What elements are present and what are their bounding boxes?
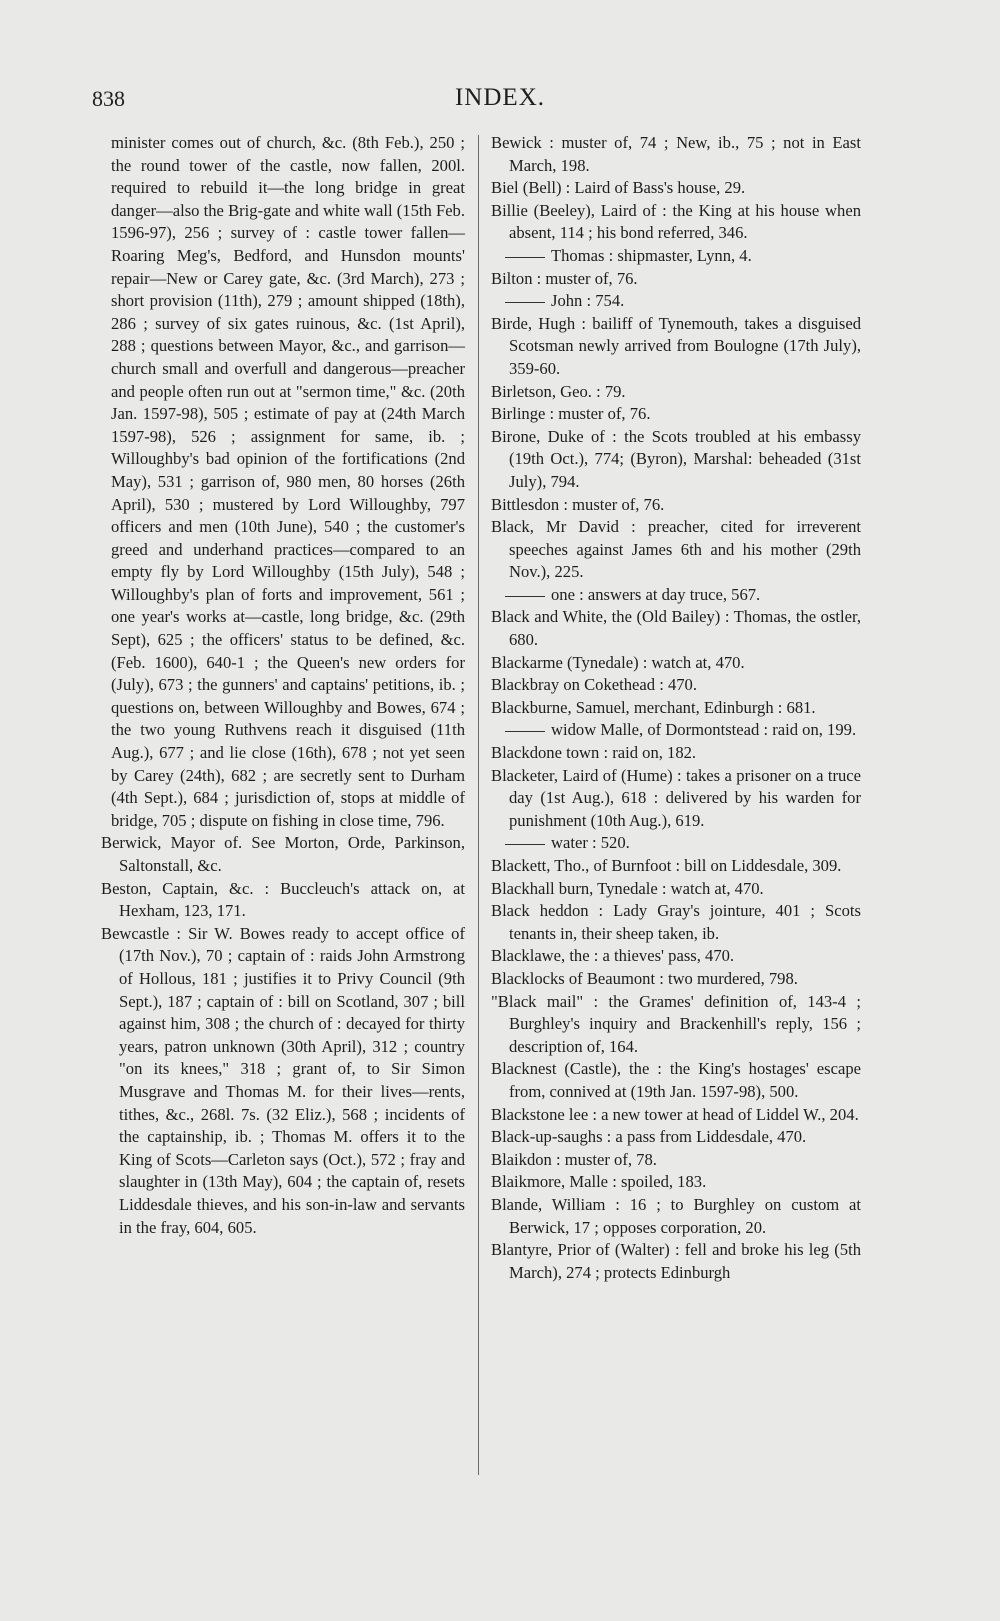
index-subentry — [491, 719, 861, 742]
index-entry: Berwick, Mayor of. See Morton, Orde, Parkinson, Saltonstall, &c. — [101, 833, 465, 875]
index-entry: Blacklawe, the : a thieves' pass, 470. — [491, 946, 735, 966]
subentry-text: water : 520. — [551, 833, 630, 853]
index-subentry — [491, 290, 861, 313]
index-entry: Birde, Hugh : bailiff of Tynemouth, takes a disguised Scotsman newly arrived from Boulogne (17th July), 359-60. — [491, 313, 861, 378]
index-entry: Black heddon : Lady Gray's jointure, 401 ; Scots tenants in, their sheep taken, ib. — [491, 901, 861, 943]
index-subentry — [491, 245, 861, 268]
index-entry: Birlinge : muster of, 76. — [491, 404, 651, 424]
index-entry: Billie (Beeley), Laird of : the King at his house when absent, 114 ; his bond referred, 346. — [491, 200, 861, 243]
index-entry: Blackdone town : raid on, 182. — [491, 743, 697, 763]
index-entry: Bewick : muster of, 74 ; New, ib., 75 ; not in East March, 198. — [491, 133, 861, 175]
index-entry: Blackbray on Cokethead : 470. — [491, 675, 697, 695]
index-entry: Blackstone lee : a new tower at head of Liddel W., 204. — [491, 1104, 859, 1124]
index-subentry — [491, 584, 861, 607]
index-entry: Blackarme (Tynedale) : watch at, 470. — [491, 652, 745, 672]
dash-rule — [505, 302, 545, 303]
index-entry: Black-up-saughs : a pass from Liddesdale, 470. — [491, 1127, 807, 1147]
index-entry: Bittlesdon : muster of, 76. — [491, 494, 665, 514]
index-entry-continued: minister comes out of church, &c. (8th Feb.), 250 ; the round tower of the castle, now fallen, 200l. required to rebuild it—the long bridge in great danger—also the Brig-gate and white wall (15th Feb. 1596-97), 256 ; survey of : castle tower fallen—Roaring Meg's, Bedford, and Hunsdon mounts' repair—New or Carey gate, &c. (3rd March), 273 ; short provision (11th), 279 ; amount shipped (18th), 286 ; survey of six gates ruinous, &c. (1st April), 288 ; questions between Mayor, &c., and garrison—church small and overfull and dangerous—preacher and people often run out at "sermon time," &c. (20th Jan. 1597-98), 505 ; estimate of pay at (24th March 1597-98), 526 ; assignment for same, ib. ; Willoughby's bad opinion of the fortifications (2nd May), 531 ; garrison of, 980 men, 80 horses (26th April), 530 ; mustered by Lord Willoughby, 797 officers and men (10th June), 540 ; the customer's greed and underhand practices—compared to an empty fly by Lord Willoughby (15th July), 548 ; Willoughby's plan of forts and improvement, 561 ; one year's works at—castle, long bridge, &c. (29th Sept), 625 ; the officers' status to be defined, &c. (Feb. 1600), 640-1 ; the Queen's new orders for (July), 673 ; the gunners' and captains' petitions, ib. ; questions on, between Willoughby and Bowes, 674 ; the two young Ruthvens reach it disguised (11th Aug.), 677 ; and lie close (16th), 678 ; not yet seen by Carey (24th), 682 ; are secretly sent to Durham (4th Sept.), 684 ; jurisdiction of, stops at middle of bridge, 705 ; dispute on fishing in close time, 796. — [111, 133, 465, 830]
index-entry: Bilton : muster of, 76. — [491, 268, 638, 288]
running-head: INDEX. — [454, 84, 545, 111]
index-entry: Blacketer, Laird of (Hume) : takes a prisoner on a truce day (1st Aug.), 618 : delivered by his warden for punishment (10th Aug.), 619. — [491, 765, 861, 830]
index-entry: Blackburne, Samuel, merchant, Edinburgh : 681. — [491, 697, 816, 717]
dash-rule — [505, 731, 545, 732]
index-entry: Blackhall burn, Tynedale : watch at, 470. — [491, 878, 764, 898]
dash-rule — [505, 257, 545, 258]
index-entry: Birletson, Geo. : 79. — [491, 381, 626, 401]
index-entry: "Black mail" : the Grames' definition of, 143-4 ; Burghley's inquiry and Brackenhill's reply, 156 ; description of, 164. — [491, 991, 861, 1056]
subentry-text: Thomas : shipmaster, Lynn, 4. — [551, 245, 752, 265]
index-entry: Blacknest (Castle), the : the King's hostages' escape from, connived at (19th Jan. 1597-98), 500. — [491, 1059, 861, 1101]
column-divider — [478, 135, 479, 1475]
index-entry: Blackett, Tho., of Burnfoot : bill on Liddesdale, 309. — [491, 856, 842, 875]
index-entry: Biel (Bell) : Laird of Bass's house, 29. — [491, 178, 746, 198]
index-entry: Black, Mr David : preacher, cited for irreverent speeches against James 6th and his mother (29th Nov.), 225. — [491, 517, 861, 582]
subentry-text: John : 754. — [551, 291, 625, 311]
left-column — [101, 132, 465, 1239]
dash-rule — [505, 844, 545, 845]
index-entry: Black and White, the (Old Bailey) : Thomas, the ostler, 680. — [491, 607, 861, 650]
page-number: 838 — [92, 86, 125, 111]
index-entry: Beston, Captain, &c. : Buccleuch's attack on, at Hexham, 123, 171. — [101, 878, 465, 921]
index-entry: Blantyre, Prior of (Walter) : fell and broke his leg (5th March), 274 ; protects Edinburgh — [491, 1240, 861, 1282]
index-entry: Blacklocks of Beaumont : two murdered, 798. — [491, 968, 798, 988]
subentry-text: one : answers at day truce, 567. — [551, 584, 761, 604]
index-entry: Blande, William : 16 ; to Burghley on custom at Berwick, 17 ; opposes corporation, 20. — [491, 1194, 861, 1237]
index-entry: Blaikdon : muster of, 78. — [491, 1149, 657, 1169]
subentry-text: widow Malle, of Dormontstead : raid on, 199. — [551, 720, 857, 740]
right-column — [491, 132, 861, 1284]
index-entry: Blaikmore, Malle : spoiled, 183. — [491, 1172, 707, 1192]
index-subentry — [491, 832, 861, 855]
index-entry: Bewcastle : Sir W. Bowes ready to accept office of (17th Nov.), 70 ; captain of : raids John Armstrong of Hollous, 181 ; justifies it to Privy Council (9th Sept.), 187 ; captain of : bill on Scotland, 307 ; bill against him, 308 ; the church of : decayed for thirty years, patron unknown (30th April), 312 ; country "on its knees," 318 ; grant of, to Sir Simon Musgrave and Thomas M. for their lives—rents, tithes, &c., 268l. 7s. (32 Eliz.), 568 ; incidents of the captainship, ib. ; Thomas M. offers it to the King of Scots—Carleton says (Oct.), 572 ; fray and slaughter in (13th May), 604 ; the captain of, resets Liddesdale thieves, and his son-in-law and servants in the fray, 604, 605. — [101, 923, 465, 1237]
dash-rule — [505, 596, 545, 597]
index-entry: Birone, Duke of : the Scots troubled at his embassy (19th Oct.), 774; (Byron), Marshal: beheaded (31st July), 794. — [491, 426, 861, 491]
